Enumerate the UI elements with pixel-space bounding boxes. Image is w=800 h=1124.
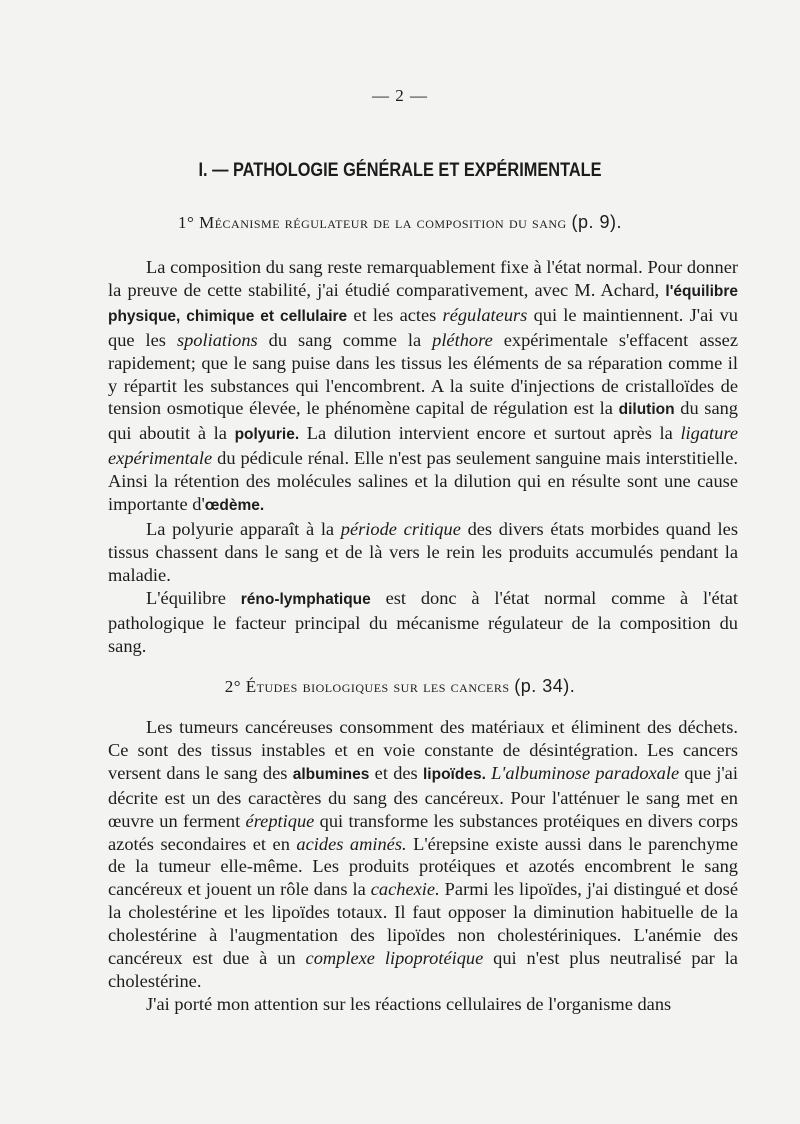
paragraph: L'équilibre réno-lymphatique est donc à l'état normal comme à l'état pathologique le facteur principal du mécanisme régulateur de la composition du sang. (108, 587, 738, 656)
page-number: — 2 — (372, 86, 428, 105)
chapter-title: I. — PATHOLOGIE GÉNÉRALE ET EXPÉRIMENTALE (198, 160, 602, 181)
section-2-body (108, 716, 738, 1016)
section-1-body (108, 256, 738, 657)
section-title-text: Études biologiques sur les cancers (245, 677, 510, 696)
paragraph: Les tumeurs cancéreuses consomment des matériaux et éliminent des déchets. Ce sont des tissus instables et en voie constante de désintégration. Les cancers versent dans le sang des albumines et des lipoïdes. L'albuminose paradoxale que j'ai décrite est un des caractères du sang des cancéreux. Pour l'atténuer le sang met en œuvre un ferment éreptique qui transforme les substances protéiques en divers corps azotés secondaires et en acides aminés. L'érepsine existe aussi dans le parenchyme de la tumeur elle-même. Les produits protéiques et azotés encombrent le sang cancéreux et jouent un rôle dans la cachexie. Parmi les lipoïdes, j'ai distingué et dosé la cholestérine et les lipoïdes totaux. Il faut opposer la diminution habituelle de la cholestérine à l'augmentation des lipoïdes non cholestériniques. L'anémie des cancéreux est due à un complexe lipoprotéique qui n'est plus neutralisé par la cholestérine. (108, 717, 738, 991)
section-number: 2° (224, 677, 242, 696)
paragraph: La polyurie apparaît à la période critique des divers états morbides quand les tissus chassent dans le sang et de là vers le rein les produits accumulés pendant la maladie. (108, 518, 738, 585)
paragraph: La composition du sang reste remarquablement fixe à l'état normal. Pour donner la preuve de cette stabilité, j'ai étudié comparativement, avec M. Achard, l'équilibre physique, chimique et cellulaire et les actes régulateurs qui le maintiennent. J'ai vu que les spoliations du sang comme la pléthore expérimentale s'effacent assez rapidement; que le sang puise dans les tissus les éléments de sa réparation comme il y répartit les substances qui l'encombrent. A la suite d'injections de cristalloïdes de tension osmotique élevée, le phénomène capital de régulation est la dilution du sang qui aboutit à la polyurie. La dilution intervient encore et surtout après la ligature expérimentale du pédicule rénal. Elle n'est pas seulement sanguine mais interstitielle. Ainsi la rétention des molécules salines et la dilution qui en résulte sont une cause importante d'œdème. (108, 257, 739, 515)
section-heading-2 (0, 676, 800, 697)
section-number: 1° (178, 213, 195, 232)
section-title-text: Mécanisme régulateur de la composition du sang (199, 213, 567, 232)
section-page-ref: (p. 34). (514, 676, 576, 696)
section-heading-1 (0, 212, 800, 233)
paragraph: J'ai porté mon attention sur les réactions cellulaires de l'organisme dans (146, 993, 672, 1014)
section-page-ref: (p. 9). (571, 212, 622, 232)
